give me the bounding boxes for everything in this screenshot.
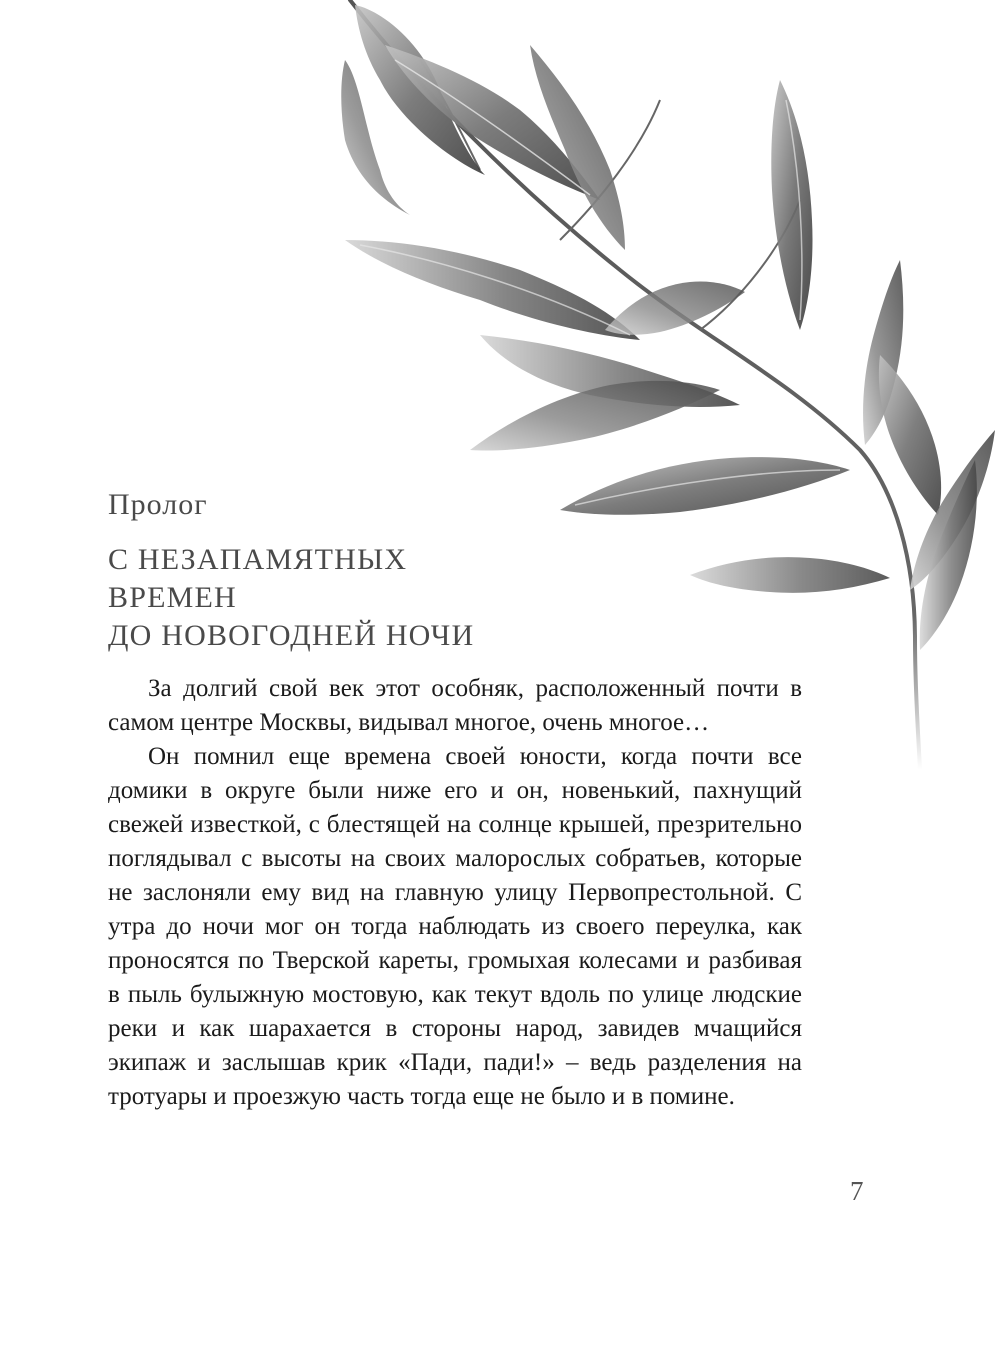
chapter-title-line: С НЕЗАПАМЯТНЫХ: [108, 543, 408, 576]
page-number: 7: [850, 1176, 864, 1206]
leaf: [345, 240, 640, 340]
chapter-title-line: ДО НОВОГОДНЕЙ НОЧИ: [108, 619, 475, 652]
chapter-title-line: ВРЕМЕН: [108, 581, 237, 614]
paragraph: За долгий свой век этот особняк, расположенный почти в самом центре Москвы, видывал многое, очень многое…: [108, 675, 802, 736]
chapter-label: Пролог: [108, 488, 208, 521]
chapter-title: [108, 541, 474, 655]
leaf: [690, 557, 890, 593]
leaf: [470, 381, 720, 451]
leaf: [771, 80, 812, 330]
body-text: [108, 672, 802, 1114]
paragraph: Он помнил еще времена своей юности, когда почти все домики в округе были ниже его и он, новенький, пахнущий свежей известкой, с блестящей на солнце крышей, презрительно поглядывал с высоты на своих малорослых собратьев, которые не заслоняли ему вид на главную улицу Первопрестольной. С утра до ночи мог он тогда наблюдать из своего переулка, как проносятся по Тверской кареты, громыхая колесами и разбивая в пыль булыжную мостовую, как текут вдоль по улице людские реки и как шарахается в стороны народ, завидев мчащийся экипаж и заслышав крик «Пади, пади!» – ведь разделения на тротуары и проезжую часть тогда еще не было и в помине.: [108, 743, 802, 1110]
leaf: [605, 281, 745, 334]
leaf: [560, 457, 850, 515]
